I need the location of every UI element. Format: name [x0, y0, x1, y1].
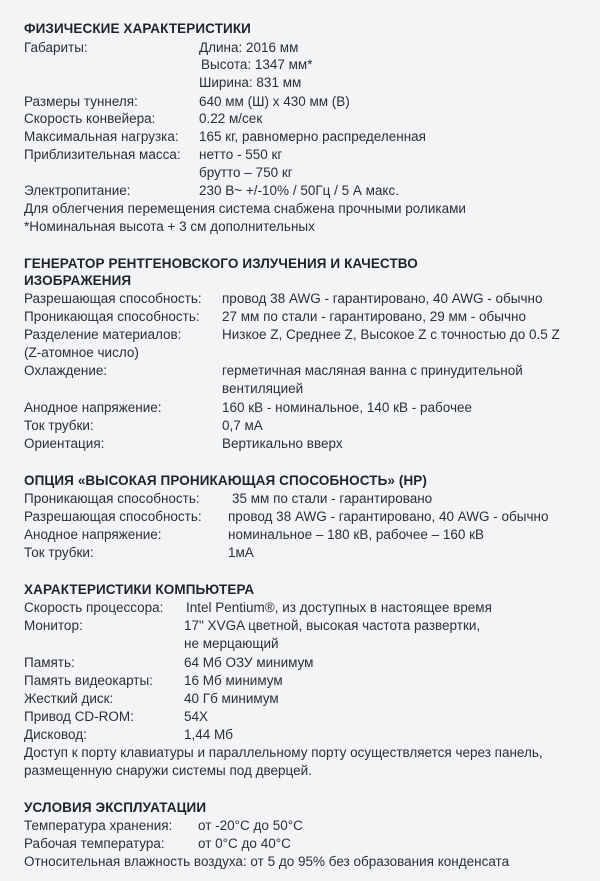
monitor-value1: 17" XVGA цветной, высокая частота развертки,	[184, 618, 481, 633]
dims-width: Ширина: 831 мм	[199, 75, 302, 90]
hp-res-label: Разрешающая способность:	[24, 509, 202, 524]
speed-value: 0.22 м/сек	[199, 111, 263, 126]
power-label: Электропитание:	[24, 183, 131, 198]
work-temp-label: Рабочая температура:	[24, 836, 165, 851]
dims-label: Габариты:	[24, 40, 88, 55]
hp-pen-value: 35 мм по стали - гарантировано	[232, 491, 433, 506]
xray-cool-value2: вентиляцией	[222, 381, 304, 396]
monitor-value2: не мерцающий	[184, 636, 279, 651]
hdd-label: Жесткий диск:	[24, 691, 114, 706]
video-memory-value: 16 Мб минимум	[184, 673, 283, 688]
computer-title: ХАРАКТЕРИСТИКИ КОМПЬЮТЕРА	[24, 582, 255, 597]
computer-note-line2: размещенную снаружи системы под дверцей.	[24, 763, 312, 778]
floppy-label: Дисковод:	[24, 727, 87, 742]
speed-label: Скорость конвейера:	[24, 111, 156, 126]
tunnel-value: 640 мм (Ш) х 430 мм (В)	[199, 94, 350, 109]
cdrom-value: 54X	[184, 709, 209, 724]
video-memory-label: Память видеокарты:	[24, 673, 153, 688]
computer-note-line1: Доступ к порту клавиатуры и параллельному порту осуществляется через панель,	[24, 745, 543, 760]
storage-temp-label: Температура хранения:	[24, 818, 173, 833]
mass-gross: брутто – 750 кг	[199, 165, 293, 180]
cpu-value: Intel Pentium®, из доступных в настоящее время	[186, 600, 492, 615]
hp-tube-value: 1мА	[228, 545, 254, 560]
xray-tube-value: 0,7 мА	[222, 418, 263, 433]
floppy-value: 1,44 Мб	[184, 727, 234, 742]
xray-orient-value: Вертикально вверх	[222, 436, 343, 451]
hp-res-value: провод 38 AWG - гарантировано, 40 AWG - обычно	[228, 509, 549, 524]
memory-label: Память:	[24, 655, 75, 670]
mass-net: нетто - 550 кг	[199, 147, 283, 162]
hp-tube-label: Ток трубки:	[24, 545, 94, 560]
hp-anode-label: Анодное напряжение:	[24, 527, 162, 542]
monitor-label: Монитор:	[24, 618, 83, 633]
physical-note-rollers: Для облегчения перемещения система снабжена прочными роликами	[24, 201, 466, 216]
xray-res-label: Разрешающая способность:	[24, 291, 202, 306]
tunnel-label: Размеры туннеля:	[24, 94, 138, 109]
xray-cool-label: Охлаждение:	[24, 363, 108, 378]
hp-pen-label: Проникающая способность:	[24, 491, 200, 506]
memory-value: 64 Мб ОЗУ минимум	[184, 655, 314, 670]
work-temp-value: от 0°С до 40°С	[198, 836, 291, 851]
xray-anode-value: 160 кВ - номинальное, 140 кВ - рабочее	[222, 400, 473, 415]
xray-res-value: провод 38 AWG - гарантировано, 40 AWG - обычно	[222, 291, 543, 306]
load-label: Максимальная нагрузка:	[24, 129, 179, 144]
dims-height: Высота: 1347 мм*	[201, 57, 313, 72]
xray-sep-label: Разделение материалов:	[24, 327, 182, 342]
cdrom-label: Привод CD-ROM:	[24, 709, 134, 724]
xray-title-line1: ГЕНЕРАТОР РЕНТГЕНОВСКОГО ИЗЛУЧЕНИЯ И КАЧЕСТВО	[24, 256, 418, 271]
xray-cool-value1: герметичная масляная ванна с принудительной	[222, 363, 523, 378]
hp-anode-value: номинальное – 180 кВ, рабочее – 160 кВ	[228, 527, 485, 542]
cpu-label: Скорость процессора:	[24, 600, 164, 615]
xray-anode-label: Анодное напряжение:	[24, 400, 162, 415]
physical-note-height: *Номинальная высота + 3 см дополнительных	[24, 219, 315, 234]
xray-tube-label: Ток трубки:	[24, 418, 94, 433]
hp-title: ОПЦИЯ «ВЫСОКАЯ ПРОНИКАЮЩАЯ СПОСОБНОСТЬ» (HP)	[24, 473, 427, 488]
physical-title: ФИЗИЧЕСКИЕ ХАРАКТЕРИСТИКИ	[24, 21, 251, 36]
power-value: 230 В~ +/-10% / 50Гц / 5 А макс.	[199, 183, 399, 198]
dims-length: Длина: 2016 мм	[199, 40, 299, 55]
mass-label: Приблизительная масса:	[24, 147, 181, 162]
storage-temp-value: от -20°С до 50°С	[198, 818, 303, 833]
xray-sep-value: Низкое Z, Среднее Z, Высокое Z с точностью до 0.5 Z	[222, 327, 560, 342]
xray-pen-label: Проникающая способность:	[24, 309, 200, 324]
xray-pen-value: 27 мм по стали - гарантировано, 29 мм - обычно	[222, 309, 526, 324]
operating-title: УСЛОВИЯ ЭКСПЛУАТАЦИИ	[24, 800, 207, 815]
xray-sep-note: (Z-атомное число)	[24, 345, 139, 360]
hdd-value: 40 Гб минимум	[184, 691, 279, 706]
xray-orient-label: Ориентация:	[24, 436, 105, 451]
xray-title-line2: ИЗОБРАЖЕНИЯ	[24, 273, 132, 288]
humidity-line: Относительная влажность воздуха: от 5 до 95% без образования конденсата	[24, 854, 510, 869]
load-value: 165 кг, равномерно распределенная	[199, 129, 426, 144]
